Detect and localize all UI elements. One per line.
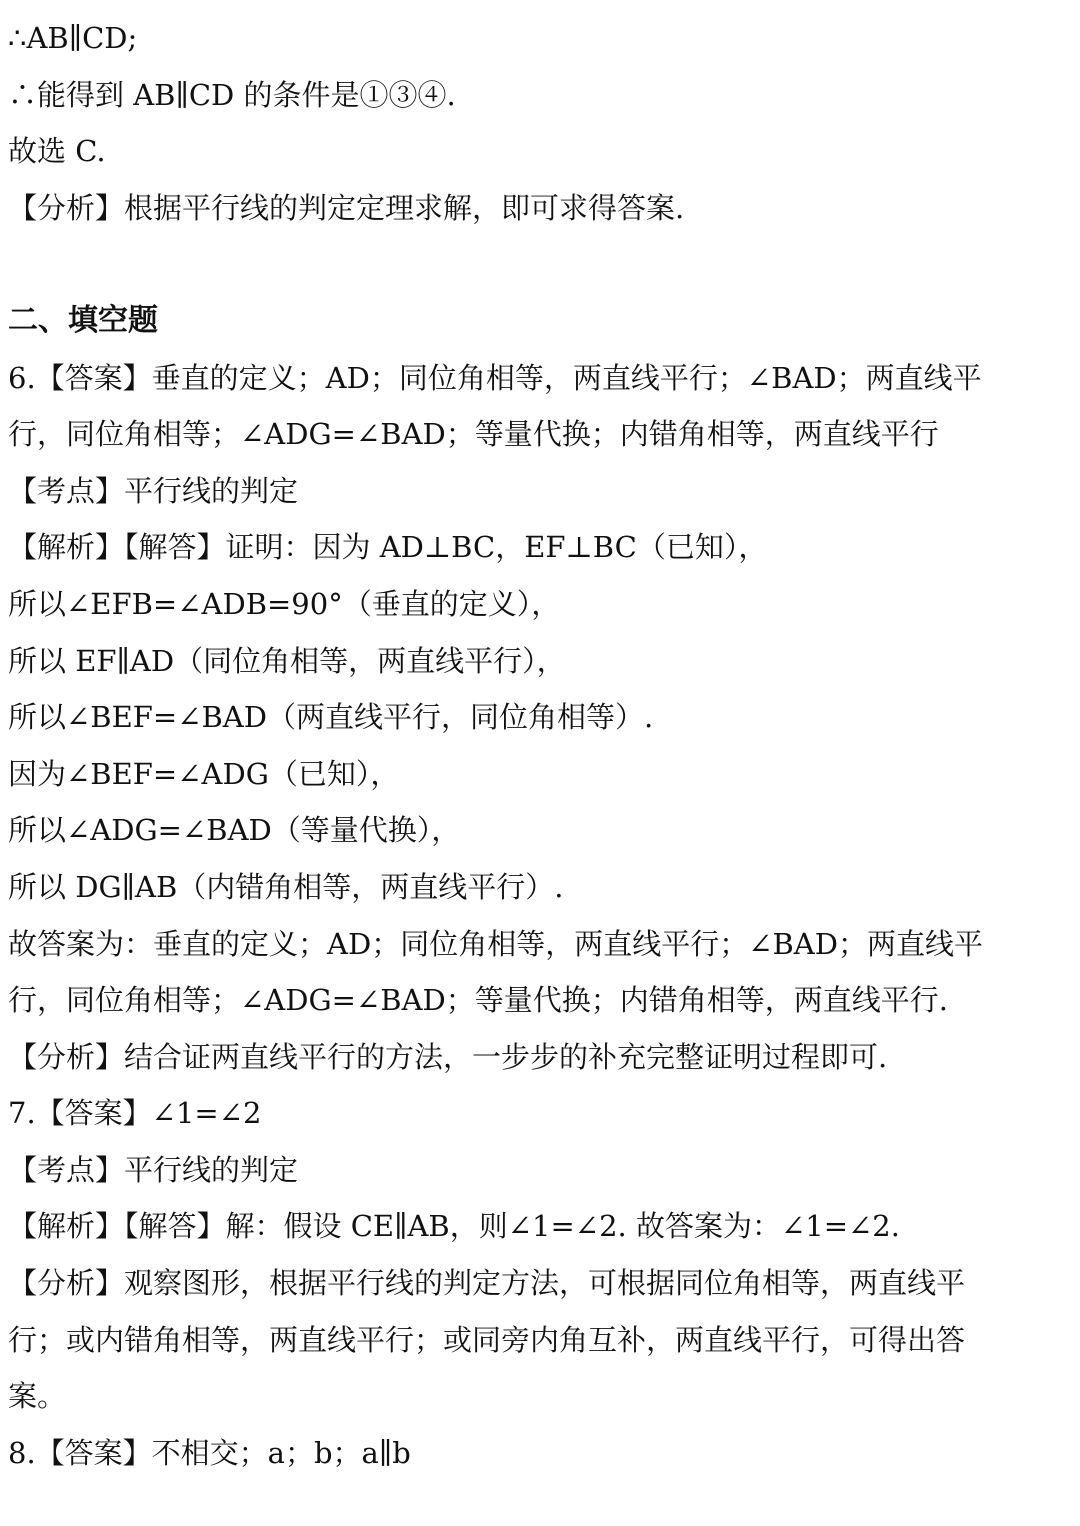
text-line: ∴能得到 AB∥CD 的条件是①③④.	[8, 77, 456, 112]
text-line: 所以∠ADG=∠BAD（等量代换），	[8, 813, 461, 848]
text-line: 【分析】观察图形，根据平行线的判定方法，可根据同位角相等，两直线平	[8, 1266, 966, 1301]
text-line: 【分析】结合证两直线平行的方法，一步步的补充完整证明过程即可.	[8, 1039, 888, 1074]
text-line: 因为∠BEF=∠ADG（已知），	[8, 756, 400, 791]
text-line: 【分析】根据平行线的判定定理求解，即可求得答案.	[8, 190, 685, 225]
text-line: 故答案为：垂直的定义；AD；同位角相等，两直线平行；∠BAD；两直线平	[8, 926, 983, 961]
text-line: 行，同位角相等；∠ADG=∠BAD；等量代换；内错角相等，两直线平行	[8, 417, 939, 452]
text-line: 【考点】平行线的判定	[8, 473, 299, 508]
text-line: ∴AB∥CD;	[8, 21, 138, 55]
text-line: 所以 EF∥AD（同位角相等，两直线平行），	[8, 643, 566, 678]
section-heading: 二、填空题	[8, 302, 158, 338]
blank-line	[8, 236, 1076, 293]
text-line: 所以 DG∥AB（内错角相等，两直线平行）.	[8, 869, 564, 904]
text-line: 【解析】【解答】证明：因为 AD⊥BC，EF⊥BC（已知），	[8, 530, 768, 565]
text-line: 6.【答案】垂直的定义；AD；同位角相等，两直线平行；∠BAD；两直线平	[8, 360, 982, 395]
text-line: 故选 C.	[8, 134, 106, 169]
text-line: 行；或内错角相等，两直线平行；或同旁内角互补，两直线平行，可得出答	[8, 1322, 966, 1357]
text-line: 8.【答案】不相交；a；b；a∥b	[8, 1435, 411, 1470]
text-line: 行，同位角相等；∠ADG=∠BAD；等量代换；内错角相等，两直线平行.	[8, 983, 948, 1018]
text-line: 【解析】【解答】解：假设 CE∥AB，则∠1=∠2. 故答案为：∠1=∠2.	[8, 1209, 900, 1244]
document-body	[8, 10, 1076, 1481]
text-line: 案。	[8, 1379, 67, 1414]
text-line: 所以∠BEF=∠BAD（两直线平行，同位角相等）.	[8, 700, 654, 735]
text-line: 【考点】平行线的判定	[8, 1152, 299, 1187]
text-line: 所以∠EFB=∠ADB=90°（垂直的定义），	[8, 586, 561, 621]
text-line: 7.【答案】∠1=∠2	[8, 1096, 262, 1131]
